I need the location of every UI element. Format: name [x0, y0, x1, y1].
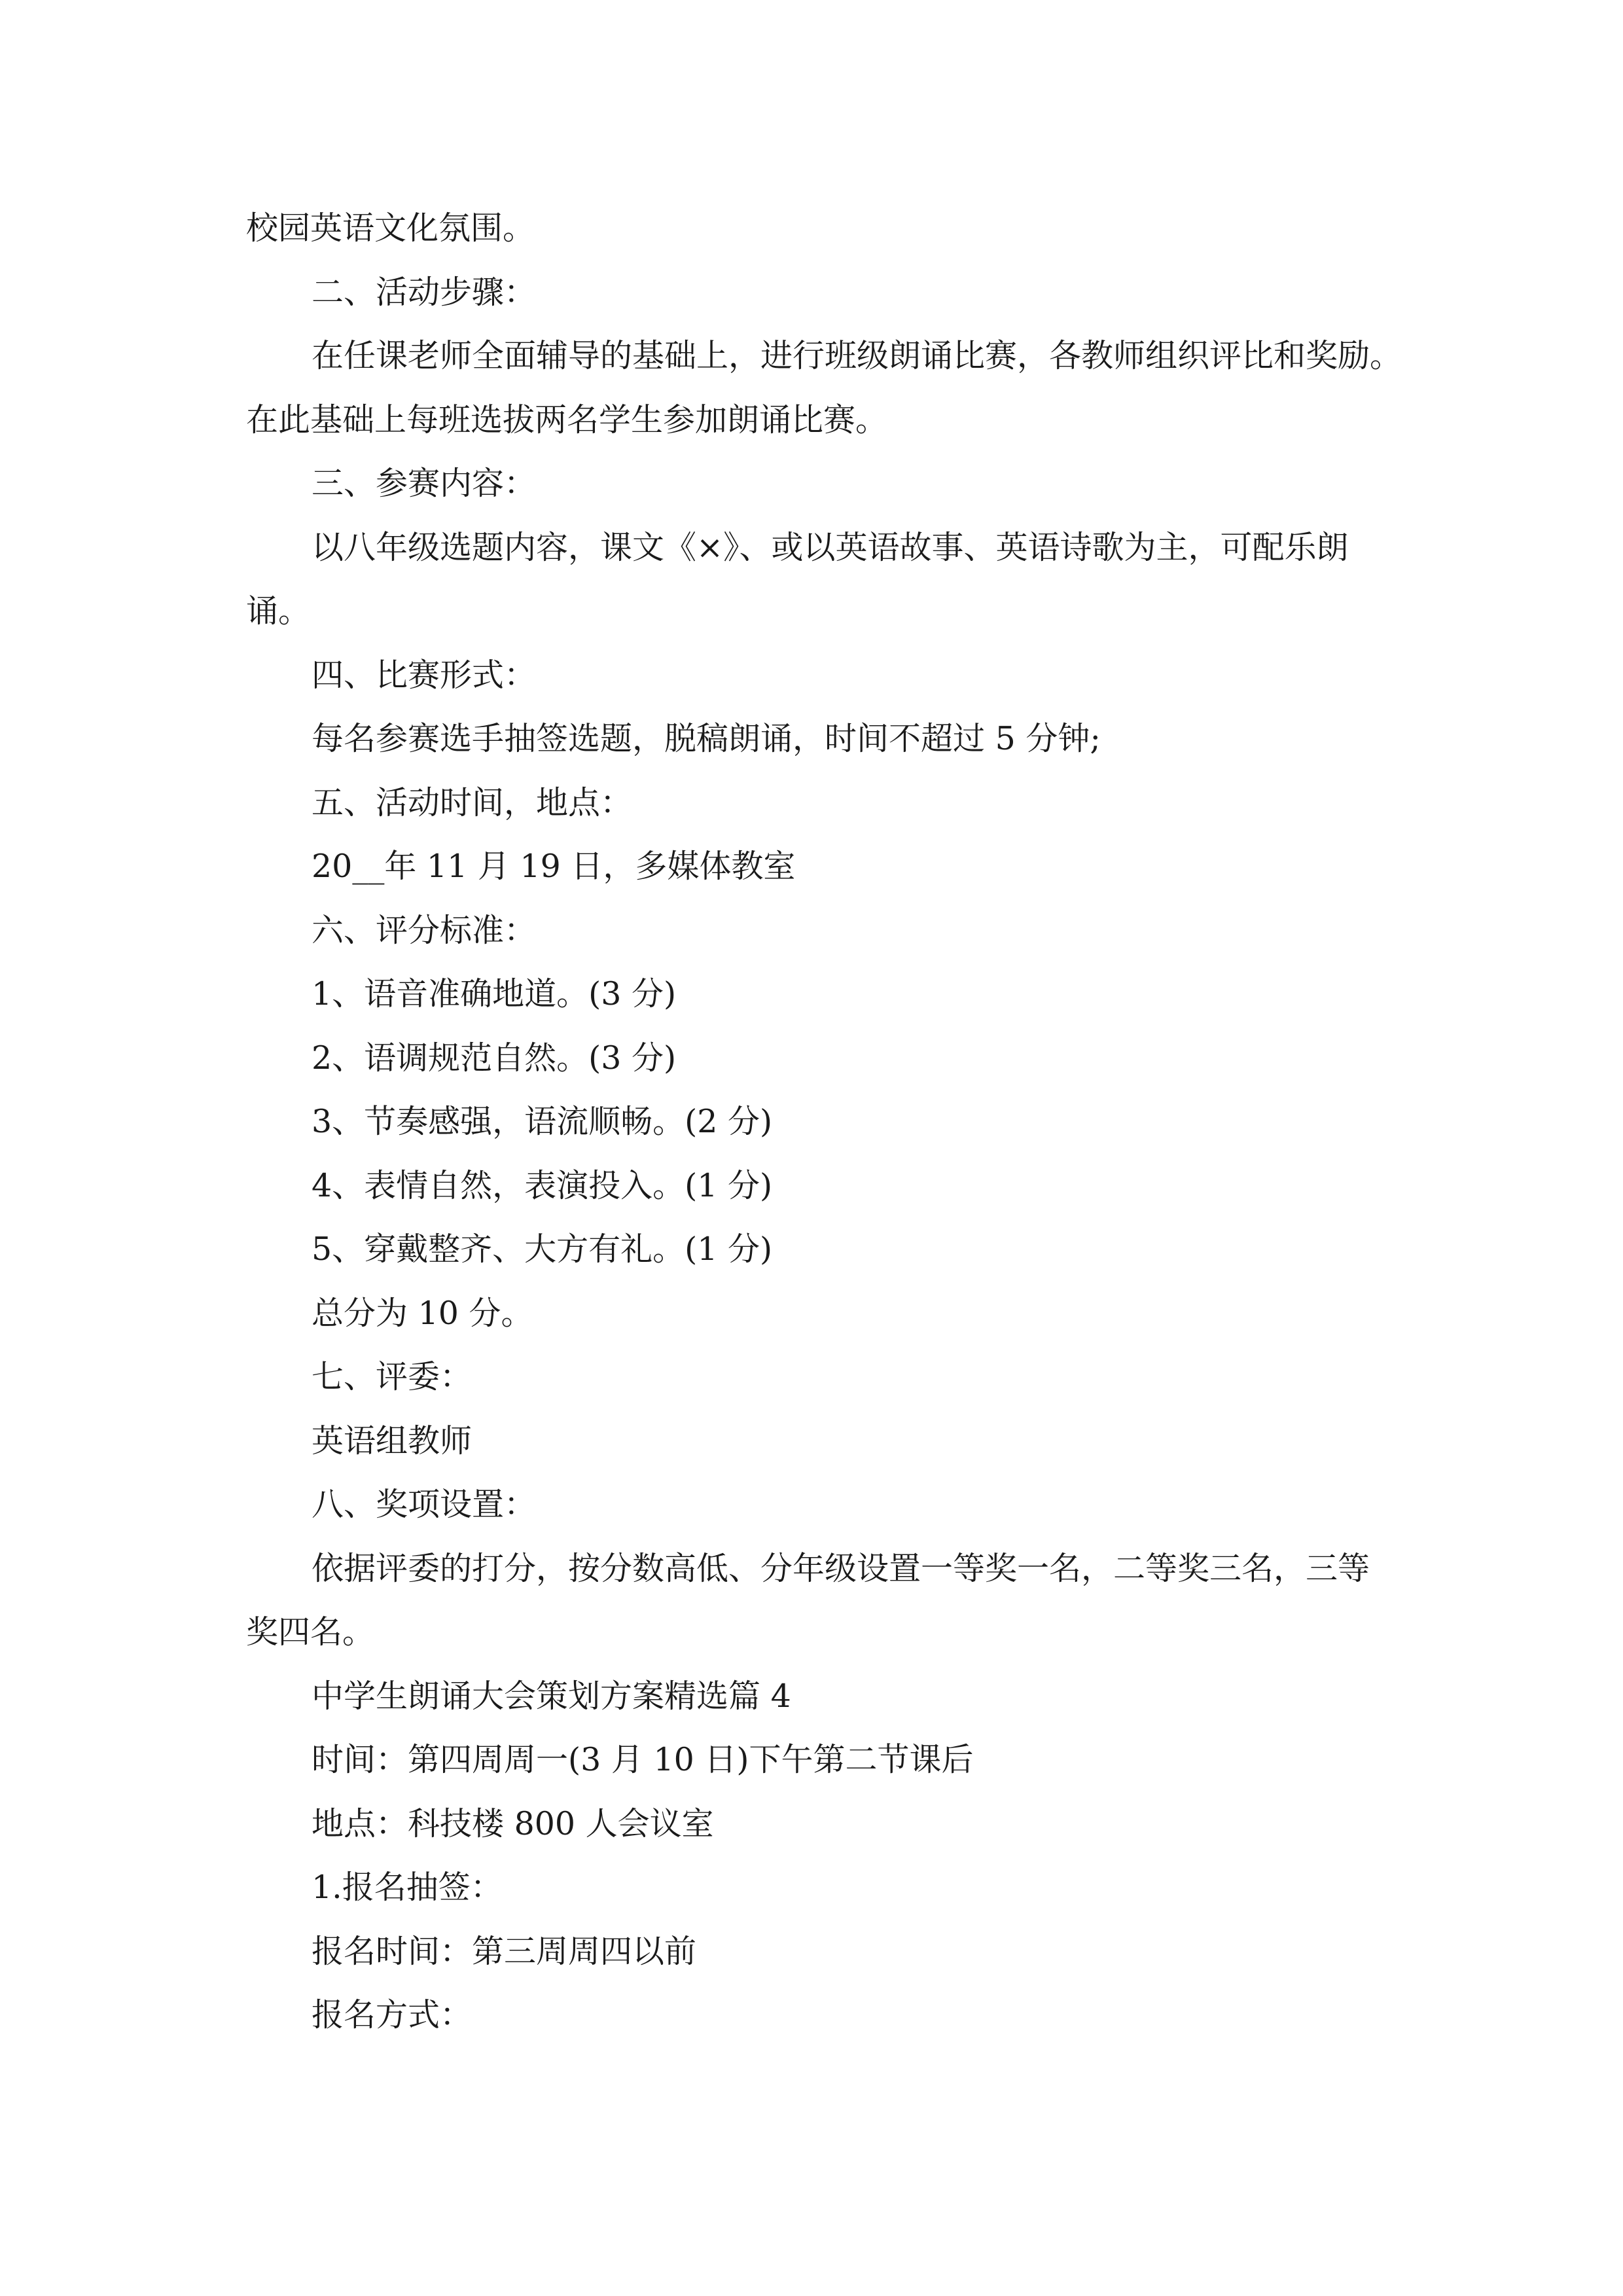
body-line: 地点：科技楼 800 人会议室: [312, 1804, 714, 1842]
section-heading: 八、奖项设置：: [312, 1486, 537, 1523]
list-item: 5、穿戴整齐、大方有礼。(1 分): [312, 1230, 773, 1268]
body-line: 在此基础上每班选拔两名学生参加朗诵比赛。: [246, 401, 888, 439]
body-line: 时间：第四周周一(3 月 10 日)下午第二节课后: [312, 1741, 974, 1778]
section-heading: 六、评分标准：: [312, 911, 537, 949]
list-item: 3、节奏感强，语流顺畅。(2 分): [312, 1103, 773, 1140]
body-line: 依据评委的打分，按分数高低、分年级设置一等奖一名，二等奖三名，三等: [312, 1549, 1370, 1587]
list-item: 1、语音准确地道。(3 分): [312, 975, 677, 1013]
section-heading: 三、参赛内容：: [312, 465, 537, 502]
document-body: [246, 196, 1402, 2047]
body-line: 总分为 10 分。: [312, 1294, 533, 1332]
body-line: 每名参赛选手抽签选题，脱稿朗诵，时间不超过 5 分钟;: [312, 720, 1101, 757]
body-line: 奖四名。: [246, 1613, 375, 1651]
list-item: 2、语调规范自然。(3 分): [312, 1039, 677, 1077]
body-line: 报名时间：第三周周四以前: [312, 1932, 697, 1970]
article-title: 中学生朗诵大会策划方案精选篇 4: [312, 1677, 791, 1715]
body-line: 英语组教师: [312, 1422, 473, 1460]
section-heading: 1.报名抽签：: [312, 1869, 503, 1906]
section-heading: 四、比赛形式：: [312, 656, 537, 694]
section-heading: 七、评委：: [312, 1358, 473, 1395]
list-item: 4、表情自然，表演投入。(1 分): [312, 1166, 773, 1204]
body-line: 诵。: [246, 592, 311, 630]
body-line: 以八年级选题内容，课文《×》、或以英语故事、英语诗歌为主，可配乐朗: [312, 528, 1349, 566]
section-heading: 五、活动时间，地点：: [312, 783, 633, 821]
section-heading: 二、活动步骤：: [312, 273, 537, 311]
body-line: 在任课老师全面辅导的基础上，进行班级朗诵比赛，各教师组织评比和奖励。: [312, 337, 1402, 374]
body-line: 20__年 11 月 19 日，多媒体教室: [312, 848, 796, 885]
body-line: 报名方式：: [312, 1996, 473, 2034]
body-line: 校园英语文化氛围。: [246, 209, 535, 247]
